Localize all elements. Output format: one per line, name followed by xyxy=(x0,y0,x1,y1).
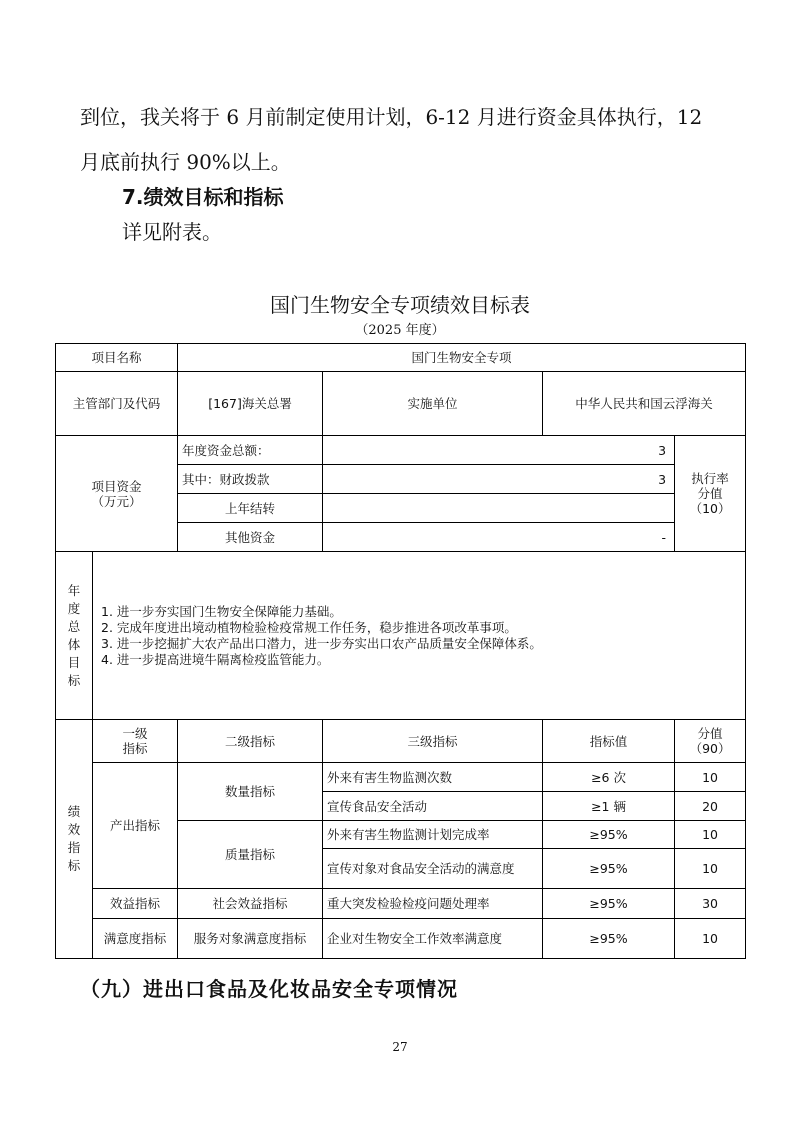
indicator-target: ≥6 次 xyxy=(543,763,675,792)
indicator-name: 宣传对象对食品安全活动的满意度 xyxy=(323,849,543,889)
satisfaction-indicator-label: 满意度指标 xyxy=(93,919,178,959)
dept-label: 主管部门及代码 xyxy=(56,372,178,436)
section-heading-9: （九）进出口食品及化妆品安全专项情况 xyxy=(80,977,458,1001)
exec-rate-score: （10） xyxy=(689,501,731,516)
quantity-indicator-label: 数量指标 xyxy=(178,763,323,821)
goal-item: 4. 进一步提高进境牛隔离检疫监管能力。 xyxy=(101,651,330,667)
funds-other-value: - xyxy=(323,523,675,552)
exec-rate-score-label: 分值 xyxy=(697,486,723,501)
service-satisfaction-label: 服务对象满意度指标 xyxy=(178,919,323,959)
funds-label-cell xyxy=(56,436,178,552)
indicator-score: 20 xyxy=(675,792,746,821)
indicator-name: 企业对生物安全工作效率满意度 xyxy=(323,919,543,959)
exec-rate-label: 执行率 xyxy=(691,471,729,486)
funds-unit: （万元） xyxy=(91,493,142,509)
indicator-name: 宣传食品安全活动 xyxy=(323,792,543,821)
unit-value: 中华人民共和国云浮海关 xyxy=(543,372,746,436)
indicator-name: 外来有害生物监测计划完成率 xyxy=(323,821,543,849)
performance-target-table xyxy=(55,343,746,959)
project-name-label: 项目名称 xyxy=(56,344,178,372)
output-indicator-label: 产出指标 xyxy=(93,763,178,889)
unit-label: 实施单位 xyxy=(323,372,543,436)
header-score: 分值 （90） xyxy=(675,720,746,763)
header-level1: 一级 指标 xyxy=(93,720,178,763)
social-benefit-label: 社会效益指标 xyxy=(178,889,323,919)
section-heading-7: 7.绩效目标和指标 xyxy=(122,185,284,209)
dept-value: [167]海关总署 xyxy=(178,372,323,436)
indicator-score: 10 xyxy=(675,821,746,849)
indicator-target: ≥1 辆 xyxy=(543,792,675,821)
header-target: 指标值 xyxy=(543,720,675,763)
funds-carryover-label: 上年结转 xyxy=(178,494,323,523)
quality-indicator-label: 质量指标 xyxy=(178,821,323,889)
funds-other-label: 其他资金 xyxy=(178,523,323,552)
goal-item: 2. 完成年度进出境动植物检验检疫常规工作任务，稳步推进各项改革事项。 xyxy=(101,619,517,635)
indicator-target: ≥95% xyxy=(543,849,675,889)
indicator-score: 30 xyxy=(675,889,746,919)
indicator-target: ≥95% xyxy=(543,919,675,959)
intro-detail: 详见附表。 xyxy=(122,220,222,244)
header-level3: 三级指标 xyxy=(323,720,543,763)
intro-line-2: 月底前执行 90%以上。 xyxy=(80,150,291,174)
project-name-value: 国门生物安全专项 xyxy=(178,344,746,372)
funds-fiscal-label: 其中：财政拨款 xyxy=(178,465,323,494)
goal-item: 3. 进一步挖掘扩大农产品出口潜力，进一步夯实出口农产品质量安全保障体系。 xyxy=(101,635,542,651)
indicator-score: 10 xyxy=(675,919,746,959)
goal-item: 1. 进一步夯实国门生物安全保障能力基础。 xyxy=(101,603,342,619)
funds-label: 项目资金 xyxy=(91,478,142,494)
funds-total-label: 年度资金总额： xyxy=(178,436,323,465)
table-year: （2025 年度） xyxy=(355,323,445,338)
indicator-score: 10 xyxy=(675,763,746,792)
performance-indicator-label: 绩 效 指 标 xyxy=(56,720,93,959)
annual-goal-label: 年 度 总 体 目 标 xyxy=(56,552,93,720)
indicator-target: ≥95% xyxy=(543,889,675,919)
intro-line-1: 到位，我关将于 6 月前制定使用计划，6-12 月进行资金具体执行，12 xyxy=(80,105,703,129)
indicator-score: 10 xyxy=(675,849,746,889)
exec-rate-cell xyxy=(675,436,746,552)
funds-total-value: 3 xyxy=(323,436,675,465)
funds-carryover-value xyxy=(323,494,675,523)
benefit-indicator-label: 效益指标 xyxy=(93,889,178,919)
funds-fiscal-value: 3 xyxy=(323,465,675,494)
annual-goals xyxy=(93,552,746,720)
indicator-target: ≥95% xyxy=(543,821,675,849)
indicator-name: 外来有害生物监测次数 xyxy=(323,763,543,792)
table-title: 国门生物安全专项绩效目标表 xyxy=(270,293,530,317)
header-level2: 二级指标 xyxy=(178,720,323,763)
page-number: 27 xyxy=(392,1040,408,1054)
indicator-name: 重大突发检验检疫问题处理率 xyxy=(323,889,543,919)
